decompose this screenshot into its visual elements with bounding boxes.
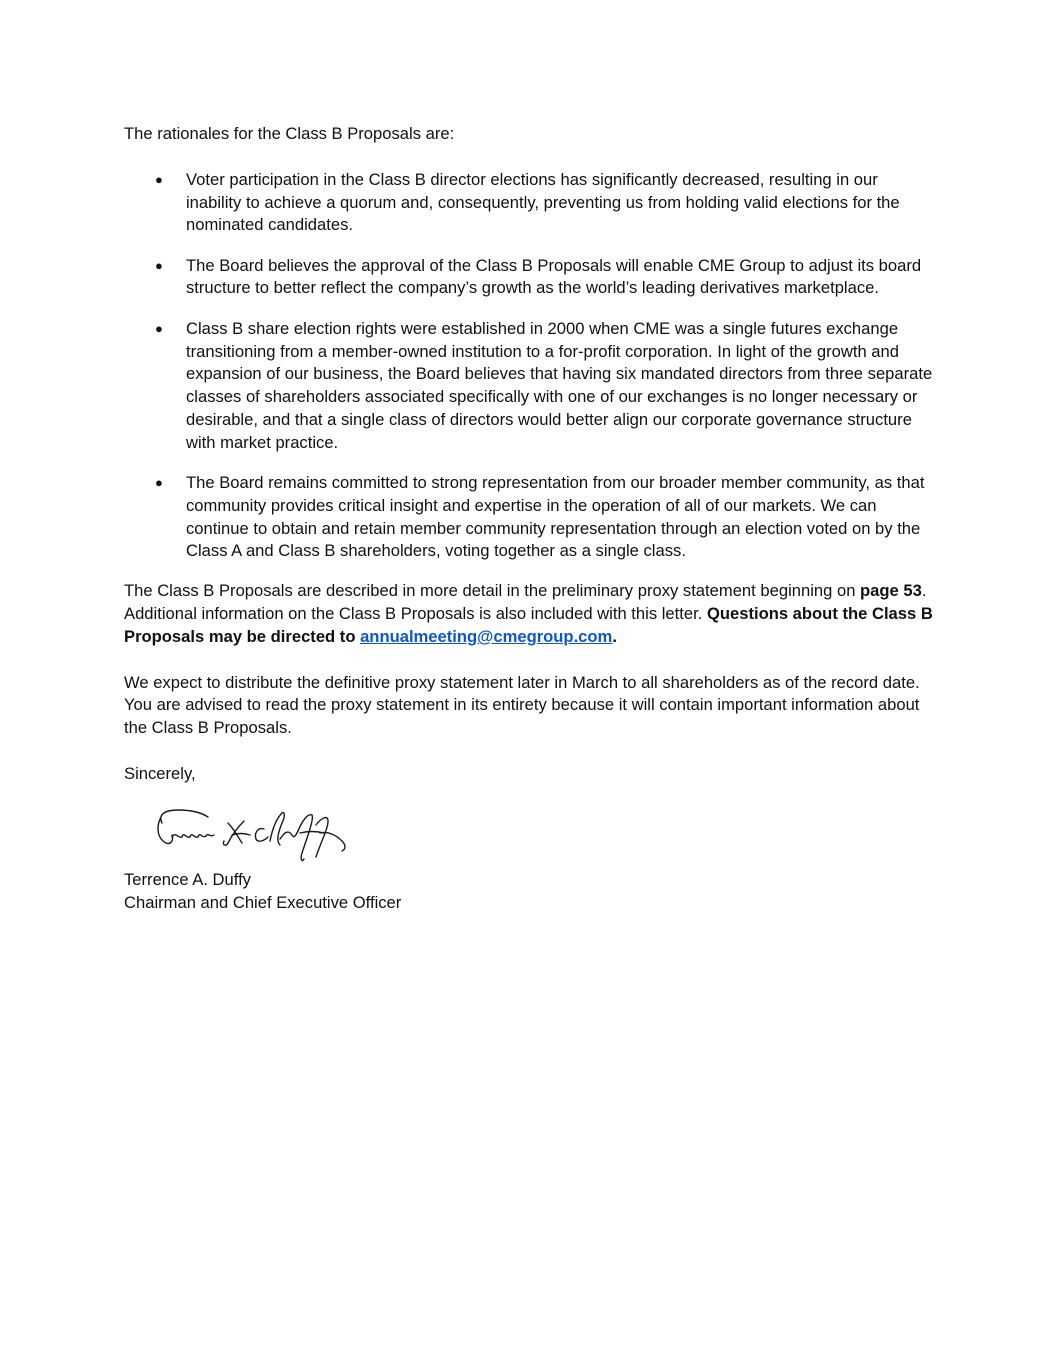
distribution-paragraph: We expect to distribute the definitive proxy statement later in March to all shareholders as of the record date. You are advised to read the proxy statement in its entirety because it will contain important information about the Class B Proposals. [124, 672, 920, 738]
page-reference: page 53 [860, 581, 922, 601]
signer-title: Chairman and Chief Executive Officer [124, 892, 402, 912]
bullet-icon: ● [155, 320, 163, 336]
list-item [124, 472, 936, 563]
list-item [124, 318, 936, 455]
details-text-1: The Class B Proposals are described in more detail in the preliminary proxy statement beginning on [124, 581, 861, 601]
closing-salutation: Sincerely, [124, 764, 196, 784]
list-item [124, 169, 936, 237]
questions-text: Questions about the Class B Proposals may be directed to [124, 604, 933, 646]
list-item-text: The Board remains committed to strong representation from our broader member community, as that community provides critical insight and expertise in the operation of all of our markets. We can continue to obtain and retain member community representation through an election voted on by the Class A and Class B shareholders, voting together as a single class. [186, 473, 925, 561]
intro-text: The rationales for the Class B Proposals are: [124, 124, 455, 143]
list-item [124, 255, 936, 301]
email-link[interactable]: annualmeeting@cmegroup.com [360, 626, 613, 646]
rationale-list [124, 169, 936, 563]
details-text-2: . Additional information on the Class B Proposals is also included with this letter. [124, 581, 927, 624]
details-paragraph [124, 580, 936, 648]
list-item-text: Class B share election rights were established in 2000 when CME was a single futures exchange transitioning from a member-owned institution to a for-profit corporation. In light of the growth and expansion of our business, the Board believes that having six mandated directors from three separate classes of shareholders associated specifically with one of our exchanges is no longer necessary or desirable, and that a single class of directors would better align our corporate governance structure with market practice. [186, 318, 933, 452]
details-end-period: . [612, 626, 617, 646]
signer-name: Terrence A. Duffy [124, 869, 251, 889]
bullet-icon: ● [155, 257, 163, 273]
bullet-icon: ● [155, 475, 163, 491]
list-item-text: The Board believes the approval of the Class B Proposals will enable CME Group to adjust its board structure to better reflect the company’s growth as the world’s leading derivatives marketplace. [186, 255, 922, 298]
list-item-text: Voter participation in the Class B director elections has significantly decreased, resulting in our inability to achieve a quorum and, consequently, preventing us from holding valid elections for the nominated candidates. [186, 169, 900, 235]
letter-body [124, 123, 936, 914]
signature-image [152, 805, 352, 865]
bullet-icon: ● [155, 171, 163, 187]
